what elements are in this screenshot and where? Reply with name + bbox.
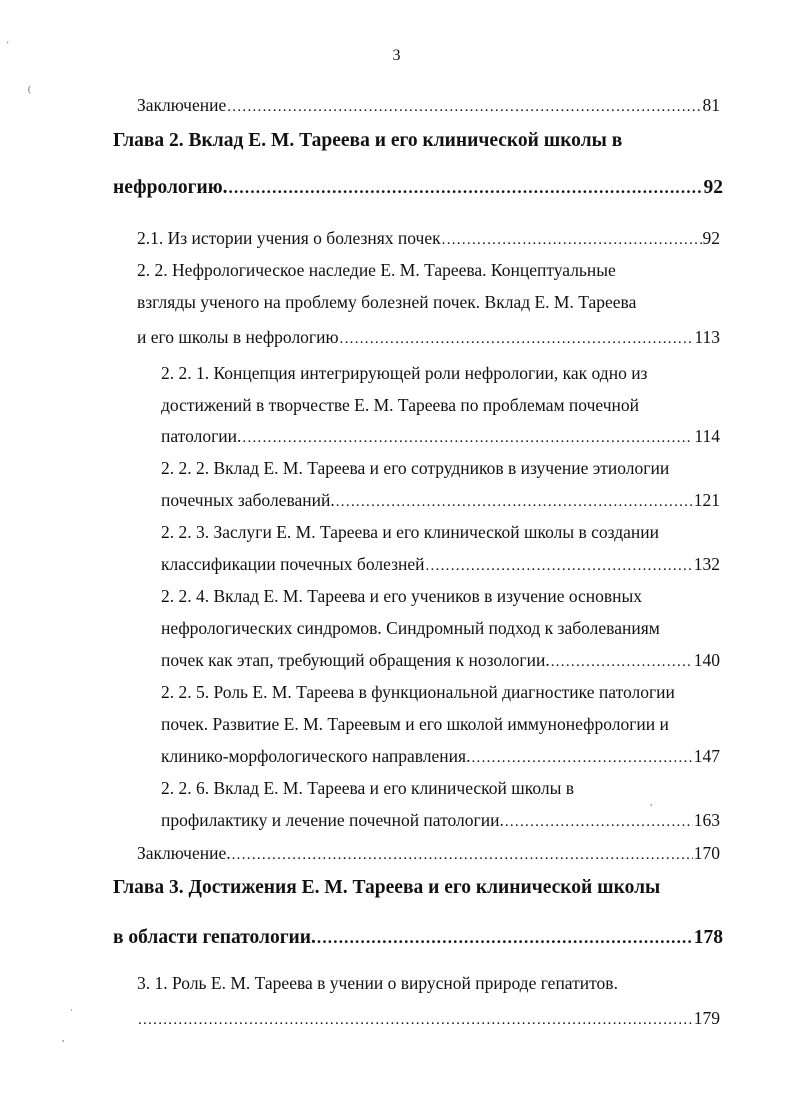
dot-leader <box>336 494 693 511</box>
toc-page-number: 178 <box>693 927 723 948</box>
toc-entry-text: 2. 2. 6. Вклад Е. М. Тареева и его клинической школы в <box>161 778 575 798</box>
toc-subentry[interactable] <box>161 618 720 639</box>
toc-page-number: 92 <box>703 177 723 198</box>
page-number: 3 <box>392 47 401 64</box>
toc-entry-text: 2. 2. 5. Роль Е. М. Тареева в функциональной диагностике патологии <box>161 682 675 702</box>
toc-page-number: 170 <box>693 843 720 863</box>
toc-entry-text: взгляды ученого на проблему болезней почек. Вклад Е. М. Тареева <box>137 292 637 312</box>
toc-page-number: 140 <box>693 650 720 670</box>
dot-leader <box>229 178 703 198</box>
toc-page-number: 114 <box>694 426 720 446</box>
toc-entry-text: профилактику и лечение почечной патологии. <box>161 810 504 830</box>
toc-entry[interactable] <box>137 327 720 348</box>
dot-leader <box>242 430 693 447</box>
toc-page-number: 179 <box>693 1008 720 1028</box>
dot-leader <box>505 814 693 831</box>
scan-speck: , <box>650 797 653 807</box>
toc-subentry[interactable] <box>161 554 720 575</box>
toc-entry-text: патологии. <box>161 426 242 446</box>
scan-speck: ( <box>28 84 31 94</box>
chapter-heading[interactable] <box>113 177 723 199</box>
toc-entry[interactable] <box>137 1008 720 1029</box>
scan-speck: , <box>62 1033 65 1043</box>
dot-leader <box>138 1012 693 1029</box>
toc-page-number: 132 <box>693 554 720 574</box>
toc-entry-text: 2. 2. 1. Концепция интегрирующей роли нефрологии, как одно из <box>161 363 648 383</box>
toc-subentry[interactable] <box>161 714 720 735</box>
chapter-heading[interactable] <box>113 130 723 152</box>
toc-subentry[interactable] <box>161 426 720 447</box>
toc-page-number: 113 <box>694 327 720 347</box>
toc-entry[interactable] <box>137 95 720 116</box>
toc-entry-text: 2. 2. Нефрологическое наследие Е. М. Тареева. Концептуальные <box>137 260 616 280</box>
toc-page-number: 92 <box>702 228 720 248</box>
toc-subentry[interactable] <box>161 586 720 607</box>
toc-entry-text: 2.1. Из истории учения о болезнях почек <box>137 228 441 248</box>
dot-leader <box>227 99 701 116</box>
toc-subentry[interactable] <box>161 746 720 767</box>
toc-entry-text: 2. 2. 4. Вклад Е. М. Тареева и его учеников в изучение основных <box>161 586 643 606</box>
toc-subentry[interactable] <box>161 682 720 703</box>
toc-subentry[interactable] <box>161 490 720 511</box>
chapter-heading[interactable] <box>113 877 723 899</box>
chapter-heading-text: нефрологию. <box>113 177 228 198</box>
toc-subentry[interactable] <box>161 650 720 671</box>
toc-entry[interactable] <box>137 973 720 994</box>
toc-entry-text: достижений в творчестве Е. М. Тареева по проблемам почечной <box>161 395 639 415</box>
chapter-heading-text: в области гепатологии. <box>113 927 316 948</box>
toc-subentry[interactable] <box>161 810 720 831</box>
toc-entry-text: Заключение. <box>137 843 231 863</box>
toc-page-number: 147 <box>693 746 720 766</box>
toc-entry-text: Заключение <box>137 95 227 115</box>
toc-entry-text: почек как этап, требующий обращения к нозологии. <box>161 650 550 670</box>
toc-entry[interactable] <box>137 228 720 249</box>
toc-entry-text: 2. 2. 2. Вклад Е. М. Тареева и его сотрудников в изучение этиологии <box>161 458 670 478</box>
toc-entry-text: классификации почечных болезней <box>161 554 425 574</box>
chapter-heading[interactable] <box>113 927 723 949</box>
dot-leader <box>551 654 693 671</box>
dot-leader <box>471 750 692 767</box>
toc-entry-text: клинико-морфологического направления. <box>161 746 471 766</box>
toc-subentry[interactable] <box>161 778 720 799</box>
toc-page-number: 81 <box>702 95 720 115</box>
toc-entry-text: почек. Развитие Е. М. Тареевым и его школой иммунонефрологии и <box>161 714 669 734</box>
toc-entry[interactable] <box>137 843 720 864</box>
toc-entry-text: 2. 2. 3. Заслуги Е. М. Тареева и его клинической школы в создании <box>161 522 660 542</box>
toc-entry-text: 3. 1. Роль Е. М. Тареева в учении о вирусной природе гепатитов. <box>137 973 618 993</box>
toc-subentry[interactable] <box>161 363 720 384</box>
dot-leader <box>340 331 694 348</box>
toc-entry[interactable] <box>137 260 720 281</box>
dot-leader <box>425 558 692 575</box>
toc-entry-text: нефрологических синдромов. Синдромный подход к заболеваниям <box>161 618 660 638</box>
toc-subentry[interactable] <box>161 458 720 479</box>
toc-page-number: 163 <box>693 810 720 830</box>
toc-page-number: 121 <box>693 490 720 510</box>
scan-speck: ' <box>7 40 9 50</box>
chapter-heading-text: Глава 2. Вклад Е. М. Тареева и его клинической школы в <box>113 130 623 151</box>
toc-entry-text: почечных заболеваний. <box>161 490 335 510</box>
scan-speck: · <box>70 1005 73 1015</box>
toc-subentry[interactable] <box>161 395 720 416</box>
toc-subentry[interactable] <box>161 522 720 543</box>
dot-leader <box>442 232 702 249</box>
dot-leader <box>317 928 693 948</box>
dot-leader <box>232 847 693 864</box>
toc-entry[interactable] <box>137 292 720 313</box>
toc-entry-text: и его школы в нефрологию <box>137 327 339 347</box>
chapter-heading-text: Глава 3. Достижения Е. М. Тареева и его клинической школы <box>113 877 661 898</box>
